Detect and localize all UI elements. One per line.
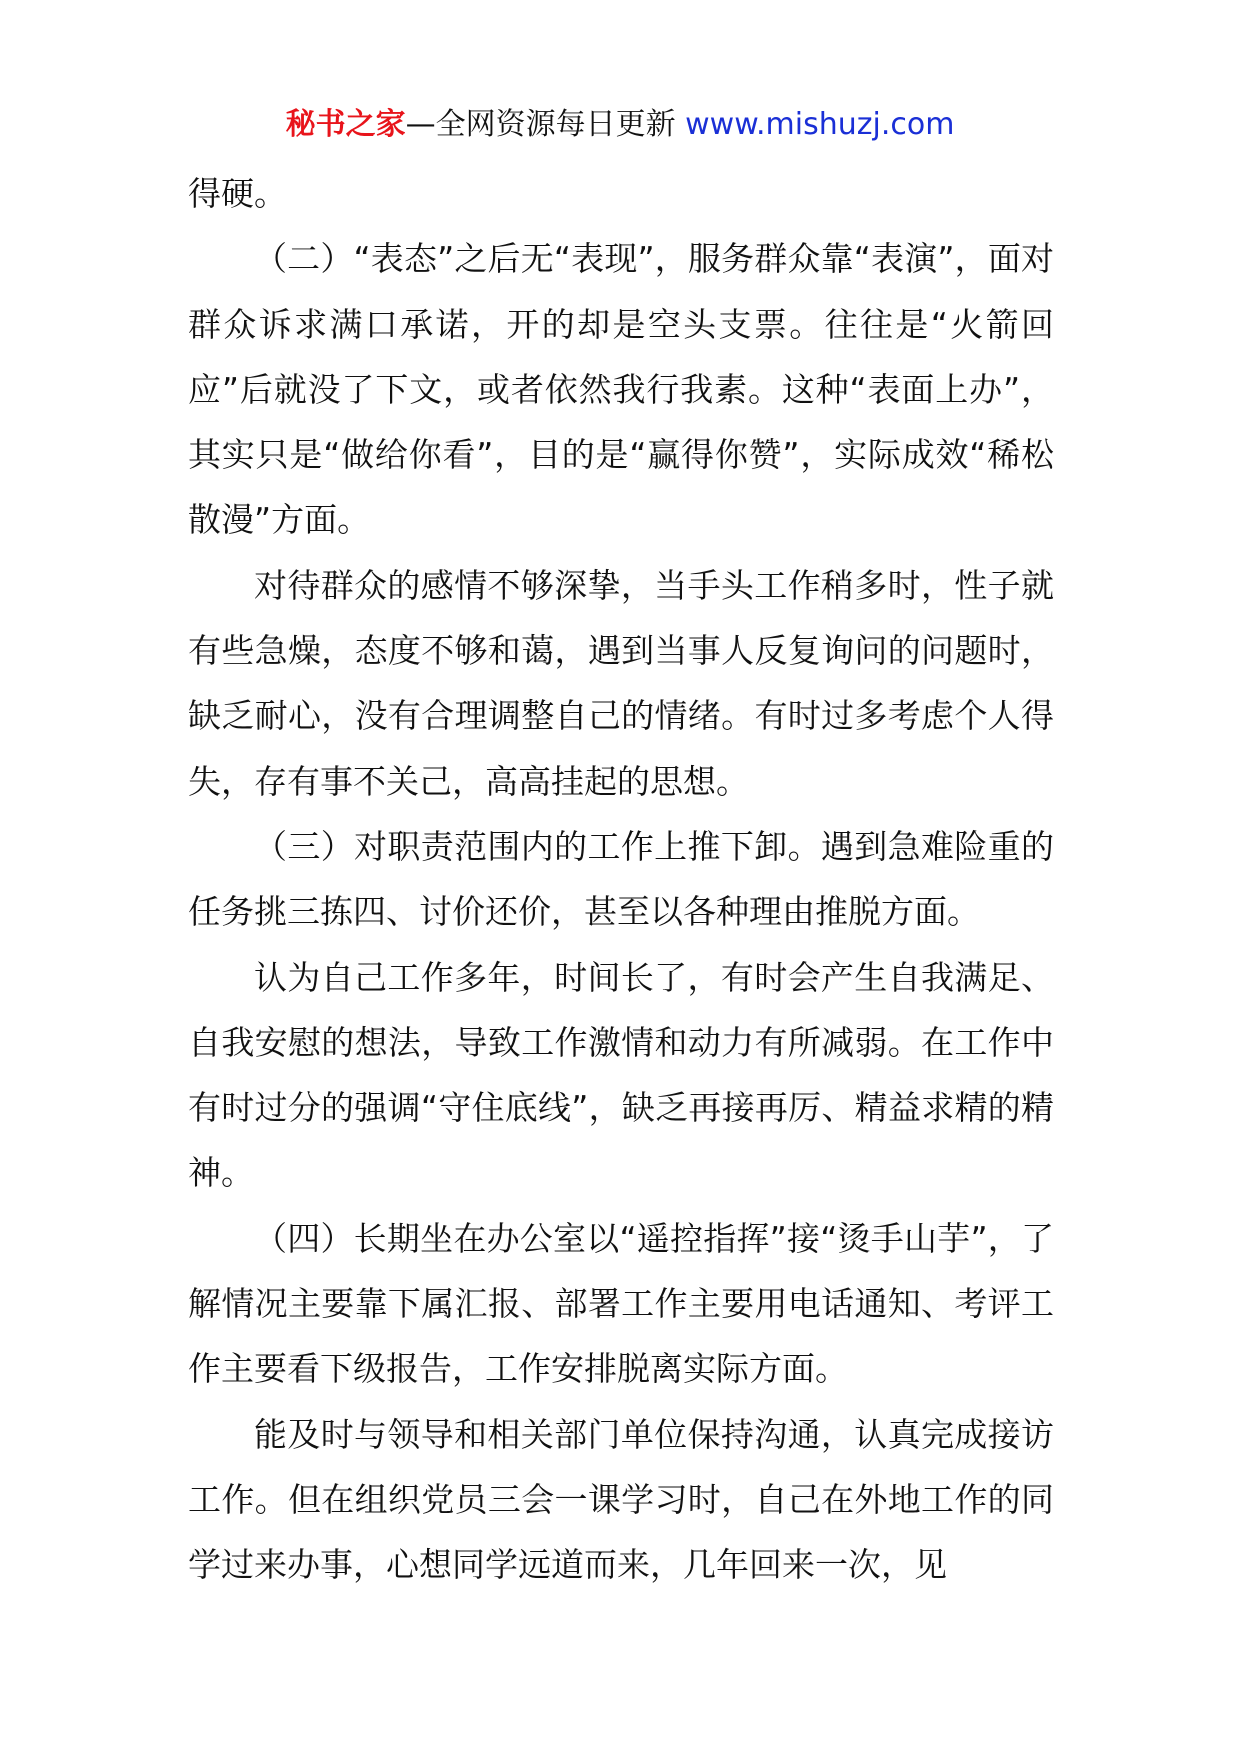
document-body [188, 161, 1054, 1598]
site-url: www.mishuzj.com [685, 107, 955, 142]
paragraph-0: 得硬。 [188, 174, 287, 213]
paragraph-1: （二）“表态”之后无“表现”，服务群众靠“表演”，面对群众诉求满口承诺，开的却是空头支票。往往是“火箭回应”后就没了下文，或者依然我行我素。这种“表面上办”，其实只是“做给你看”，目的是“赢得你赞”，实际成效“稀松散漫”方面。 [188, 239, 1054, 540]
site-tagline: —全网资源每日更新 [405, 107, 686, 142]
paragraph-5: （四）长期坐在办公室以“遥控指挥”接“烫手山芋”，了解情况主要靠下属汇报、部署工作主要用电话通知、考评工作主要看下级报告，工作安排脱离实际方面。 [188, 1218, 1054, 1389]
site-brand: 秘书之家 [285, 107, 406, 142]
site-header [0, 102, 1240, 148]
paragraph-4: 认为自己工作多年，时间长了，有时会产生自我满足、自我安慰的想法，导致工作激情和动力有所减弱。在工作中有时过分的强调“守住底线”，缺乏再接再厉、精益求精的精神。 [188, 957, 1054, 1193]
paragraph-3: （三）对职责范围内的工作上推下卸。遇到急难险重的任务挑三拣四、讨价还价，甚至以各种理由推脱方面。 [188, 826, 1054, 932]
paragraph-6: 能及时与领导和相关部门单位保持沟通，认真完成接访工作。但在组织党员三会一课学习时，自己在外地工作的同学过来办事，心想同学远道而来，几年回来一次，见 [188, 1414, 1054, 1585]
paragraph-2: 对待群众的感情不够深挚，当手头工作稍多时，性子就有些急燥，态度不够和蔼，遇到当事人反复询问的问题时，缺乏耐心，没有合理调整自己的情绪。有时过多考虑个人得失，存有事不关己，高高挂起的思想。 [188, 565, 1054, 801]
